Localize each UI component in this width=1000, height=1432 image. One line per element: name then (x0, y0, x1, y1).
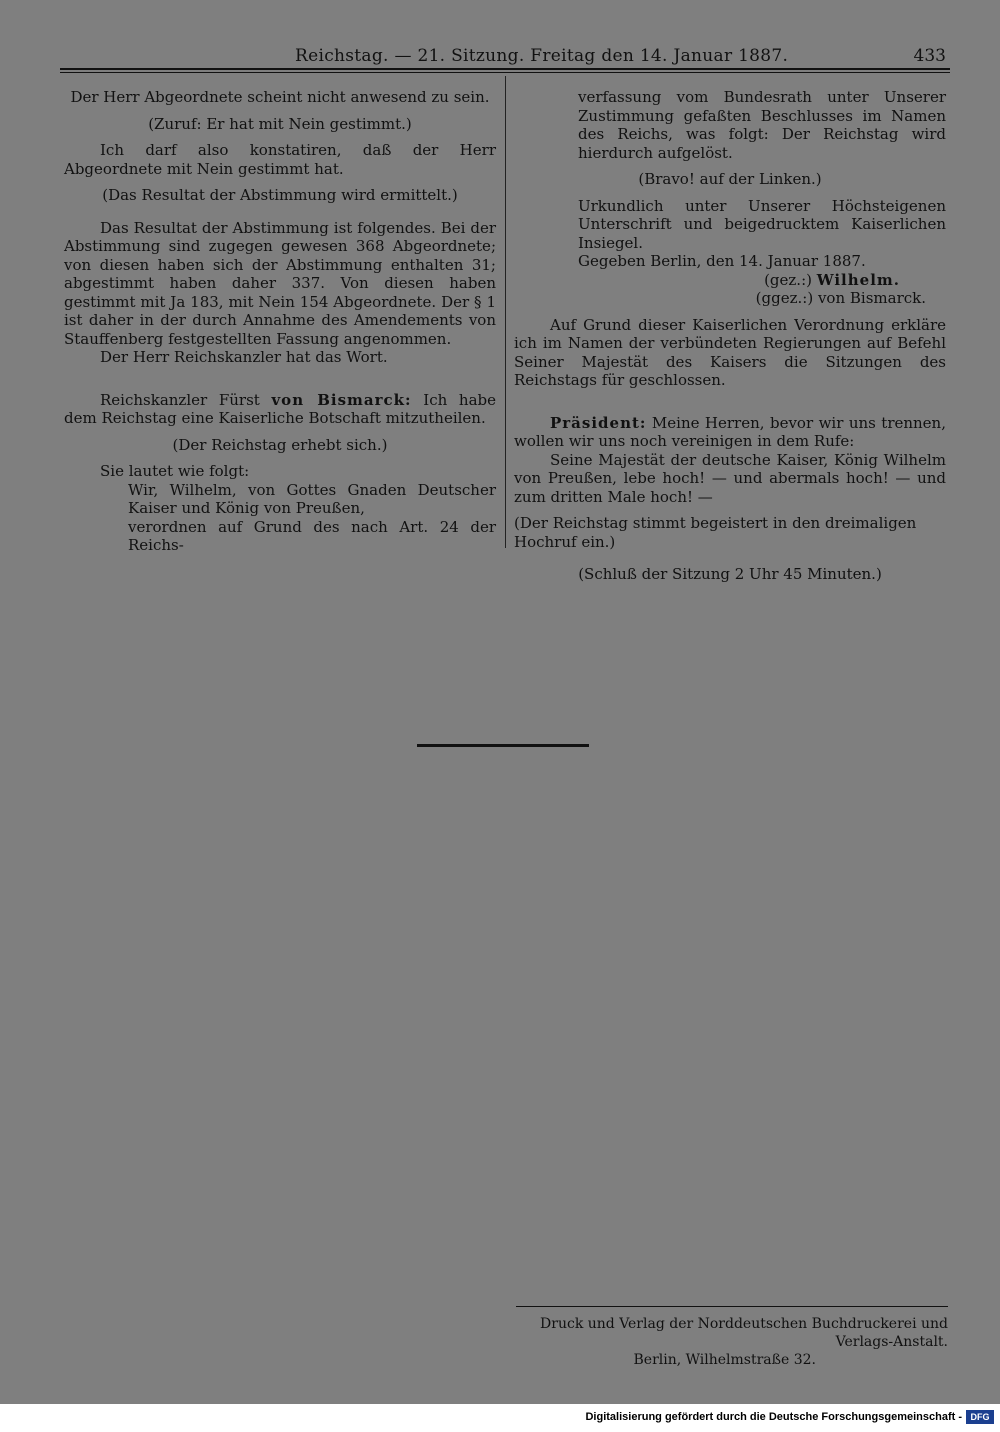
decree-text: Urkundlich unter Unserer Höchsteigenen Unterschrift und beigedrucktem Kaiserlichen Insiegel. (578, 196, 946, 252)
countersignature-line: (ggez.:) von Bismarck. (755, 289, 926, 307)
dfg-logo-icon: DFG (966, 1410, 994, 1424)
header-rule (60, 68, 950, 70)
imprint-line: Berlin, Wilhelmstraße 32. (633, 1352, 816, 1368)
speech-text: Meine Herren, bevor wir uns trennen, wollen wir uns noch vereinigen in dem Rufe: (514, 413, 946, 450)
session-close: (Schluß der Sitzung 2 Uhr 45 Minuten.) (578, 565, 882, 583)
page-number: 433 (913, 46, 946, 66)
decree-text: Wir, Wilhelm, von Gottes Gnaden Deutscher Kaiser und König von Preußen, (128, 480, 496, 517)
running-title: Reichstag. — 21. Sitzung. Freitag den 14. Januar 1887. (295, 46, 789, 66)
footer-bar (0, 1404, 1000, 1432)
header-rule-thin (60, 72, 950, 73)
paragraph: Der Herr Abgeordnete scheint nicht anwesend zu sein. (70, 88, 490, 106)
paragraph: Auf Grund dieser Kaiserlichen Verordnung erkläre ich im Namen der verbündeten Regierungen auf Befehl Seiner Majestät des Kaisers die Sitzungen des Reichstags für geschlossen. (514, 315, 946, 389)
interjection: (Der Reichstag stimmt begeistert in den dreimaligen Hochruf ein.) (514, 514, 917, 551)
right-column (514, 88, 946, 584)
speaker-prefix: Reichskanzler Fürst (100, 390, 260, 409)
paragraph: Sie lautet wie folgt: (100, 462, 250, 480)
speech-paragraph (64, 391, 496, 428)
decree-text: verfassung vom Bundesrath unter Unserer Zustimmung gefaßten Beschlusses im Namen des Reichs, was folgt: Der Reichstag wird hierdurch aufgelöst. (578, 88, 946, 162)
paragraph: Ich darf also konstatiren, daß der Herr Abgeordnete mit Nein gestimmt hat. (64, 141, 496, 178)
speaker-name: von Bismarck: (271, 390, 412, 409)
paragraph: Der Herr Reichskanzler hat das Wort. (100, 348, 388, 366)
interjection: (Das Resultat der Abstimmung wird ermittelt.) (102, 186, 458, 204)
speech-paragraph (514, 414, 946, 451)
imprint (516, 1306, 948, 1369)
decree-date: Gegeben Berlin, den 14. Januar 1887. (578, 252, 866, 270)
signature-line (514, 271, 946, 290)
signature-name: Wilhelm. (816, 270, 900, 289)
paragraph: Seine Majestät der deutsche Kaiser, König Wilhelm von Preußen, lebe hoch! — und abermals hoch! — und zum dritten Male hoch! — (514, 450, 946, 506)
interjection: (Zuruf: Er hat mit Nein gestimmt.) (148, 114, 412, 133)
left-column (64, 88, 496, 555)
column-divider (505, 76, 506, 548)
decree-text: verordnen auf Grund des nach Art. 24 der Reichs- (128, 517, 496, 554)
page-header (60, 44, 950, 74)
end-rule (417, 744, 589, 747)
paragraph: Das Resultat der Abstimmung ist folgendes. Bei der Abstimmung sind zugegen gewesen 368 Abgeordnete; von diesen haben sich der Abstimmung enthalten 31; abgestimmt haben daher 337. Von diesen haben gestimmt mit Ja 183, mit Nein 154 Abgeordnete. Der § 1 ist daher in der durch Annahme des Amendements von Stauffenberg festgestellten Fassung angenommen. (64, 218, 496, 348)
speaker-name: Präsident: (550, 413, 647, 432)
imprint-line: Druck und Verlag der Norddeutschen Buchdruckerei und Verlags-Anstalt. (540, 1316, 948, 1350)
signature-prefix: (gez.:) (764, 270, 812, 289)
speech-text: Ich habe dem Reichstag eine Kaiserliche Botschaft mitzutheilen. (64, 390, 496, 427)
interjection: (Bravo! auf der Linken.) (638, 170, 822, 188)
footer-credit: Digitalisierung gefördert durch die Deutsche Forschungsgemeinschaft - (585, 1411, 962, 1423)
interjection: (Der Reichstag erhebt sich.) (172, 435, 388, 454)
